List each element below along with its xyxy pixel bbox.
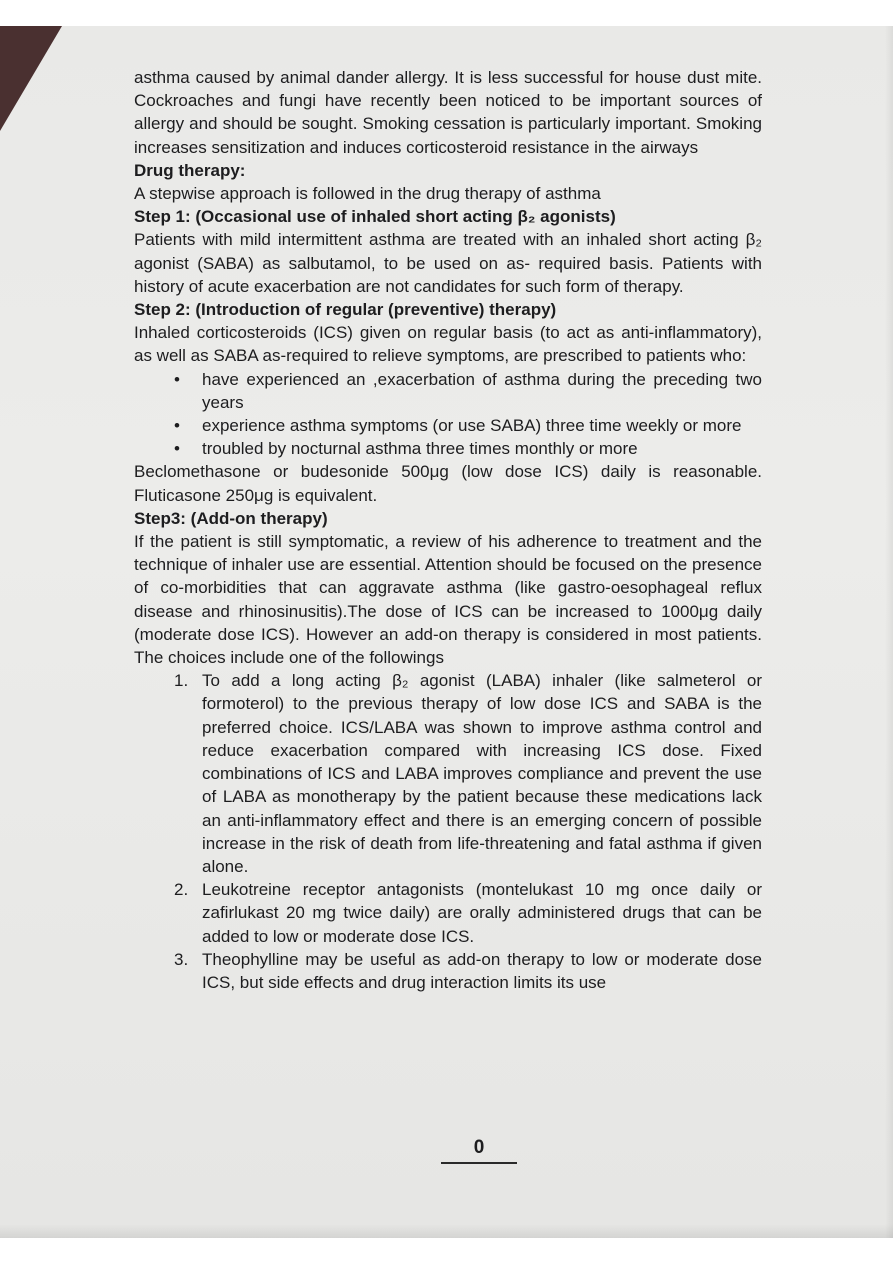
list-item	[174, 948, 762, 994]
list-item: • experience asthma symptoms (or use SABA) three time weekly or more	[202, 414, 762, 437]
folded-corner-shadow	[0, 26, 62, 131]
list-number: 3.	[174, 949, 189, 969]
step1-paragraph: Patients with mild intermittent asthma are treated with an inhaled short acting β₂ agonist (SABA) as salbutamol, to be used on as- required basis. Patients with history of acute exacerbation are not candidates for such form of therapy.	[134, 230, 762, 296]
step1-heading: Step 1: (Occasional use of inhaled short acting β₂ agonists)	[134, 207, 616, 227]
page-edge-shadow	[885, 26, 893, 1238]
add-on-choices-list	[134, 669, 762, 994]
drug-therapy-heading: Drug therapy:	[134, 160, 246, 180]
document-body	[134, 66, 762, 994]
list-item: • have experienced an ,exacerbation of asthma during the preceding two years	[202, 368, 762, 414]
step3-paragraph: If the patient is still symptomatic, a review of his adherence to treatment and the technique of inhaler use are essential. Attention should be focused on the presence of co-morbidities that can aggravate asthma (like gastro-oesophageal reflux disease and rhinosinusitis).The dose of ICS can be increased to 1000μg daily (moderate dose ICS). However an add-on therapy is considered in most patients. The choices include one of the followings	[134, 532, 762, 668]
list-item	[174, 878, 762, 948]
step3-heading: Step3: (Add-on therapy)	[134, 508, 328, 528]
list-item: • troubled by nocturnal asthma three times monthly or more	[202, 437, 762, 460]
page-number-underline	[441, 1162, 517, 1164]
page-bottom-edge	[0, 1224, 893, 1238]
step2-criteria-list	[134, 368, 762, 461]
list-item	[174, 669, 762, 878]
step2-paragraph: Inhaled corticosteroids (ICS) given on regular basis (to act as anti-inflammatory), as well as SABA as-required to relieve symptoms, are prescribed to patients who:	[134, 323, 762, 366]
step2-heading: Step 2: (Introduction of regular (preventive) therapy)	[134, 300, 557, 320]
drug-therapy-paragraph: A stepwise approach is followed in the drug therapy of asthma	[134, 184, 601, 204]
page-number-mark	[440, 1138, 518, 1164]
list-number: 2.	[174, 880, 189, 900]
list-item-text: To add a long acting β₂ agonist (LABA) inhaler (like salmeterol or formoterol) to the previous therapy of low dose ICS and SABA is the preferred choice. ICS/LABA was shown to improve asthma control and reduce exacerbation compared with increasing ICS dose. Fixed combinations of ICS and LABA improves compliance and prevent the use of LABA as monotherapy by the patient because these medications lack an anti-inflammatory effect and there is an emerging concern of possible increase in the risk of death from life-threatening and fatal asthma if given alone.	[202, 671, 762, 876]
list-item-text: Theophylline may be useful as add-on therapy to low or moderate dose ICS, but side effects and drug interaction limits its use	[202, 949, 762, 992]
page-number: 0	[473, 1137, 485, 1158]
intro-paragraph: asthma caused by animal dander allergy. It is less successful for house dust mite. Cockroaches and fungi have recently been noticed to be important sources of allergy and should be sought. Smoking cessation is particularly important. Smoking increases sensitization and induces corticosteroid resistance in the airways	[134, 68, 762, 157]
list-item-text: Leukotreine receptor antagonists (montelukast 10 mg once daily or zafirlukast 20 mg twice daily) are orally administered drugs that can be added to low or moderate dose ICS.	[202, 880, 762, 946]
list-number: 1.	[174, 671, 189, 691]
step2-dose-paragraph: Beclomethasone or budesonide 500μg (low dose ICS) daily is reasonable. Fluticasone 250μg is equivalent.	[134, 462, 762, 505]
